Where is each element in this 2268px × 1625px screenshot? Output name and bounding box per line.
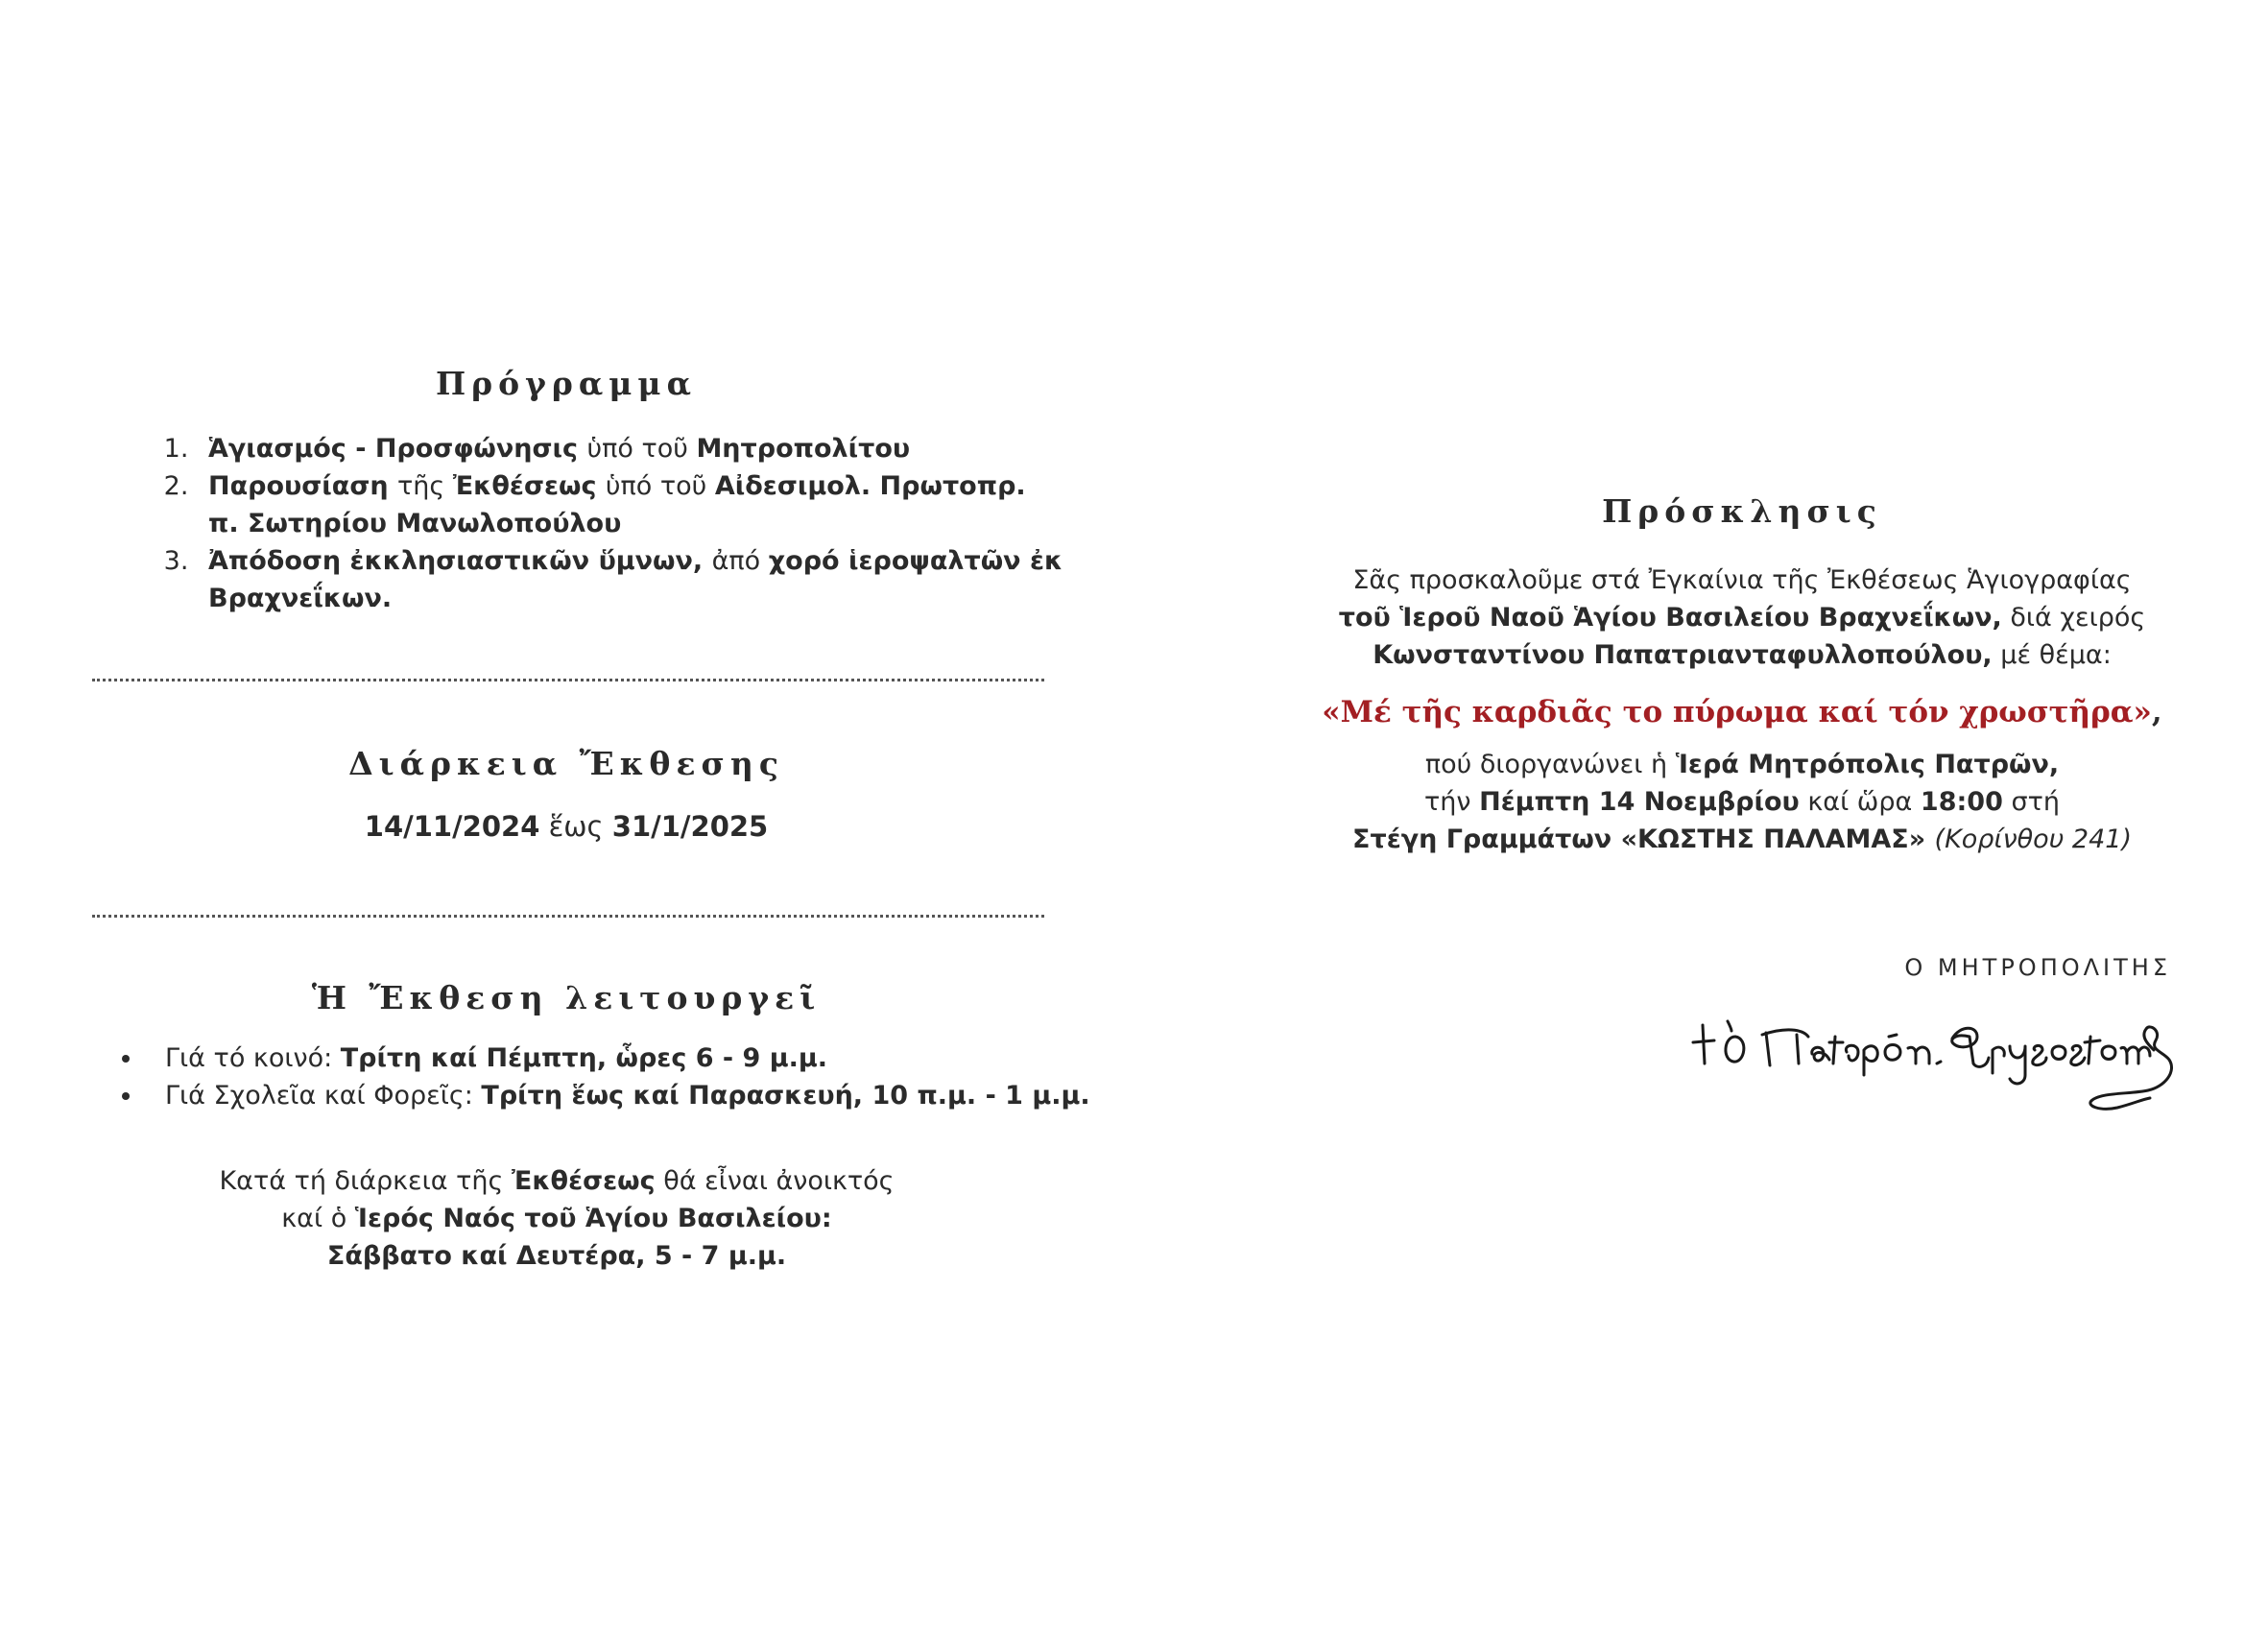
hours-list [86, 1040, 1104, 1114]
duration-dates: 14/11/2024 ἕως 31/1/2025 [364, 810, 769, 843]
hours-item-schools: • Γιά Σχολεῖα καί Φορεῖς: Τρίτη ἕως καί Παρασκευή, 10 π.μ. - 1 μ.μ. [144, 1077, 1104, 1114]
invitation-theme: «Μέ τῆς καρδιᾶς το πύρωμα καί τόν χρωστῆρα», [1322, 695, 2162, 729]
invitation-details: πού διοργανώνει ἡ Ἱερά Μητρόπολις Πατρῶν, τήν Πέμπτη 14 Νοεμβρίου καί ὥρα 18:00 στή Στέγη Γραμμάτων «ΚΩΣΤΗΣ ΠΑΛΑΜΑΣ» (Κορίνθου 241) [1352, 750, 2132, 854]
duration-title: Διάρκεια Ἔκθεσης [348, 745, 784, 782]
divider-1 [92, 679, 1044, 681]
signature [1689, 1008, 2188, 1133]
signatory-title: Ο ΜΗΤΡΟΠΟΛΙΤΗΣ [1904, 954, 2171, 981]
programme-item-1: 1. Ἁγιασμός - Προσφώνησις ὑπό τοῦ Μητροπολίτου [197, 430, 1157, 467]
invitation-title: Πρόσκλησις [1602, 492, 1882, 530]
programme-item-3: 3. Ἀπόδοση ἐκκλησιαστικῶν ὕμνων, ἀπό χορό ἱεροψαλτῶν ἐκ Βραχνεΐκων. [197, 542, 1157, 617]
signature-image [1689, 1008, 2188, 1133]
programme-item-2: 2. Παρουσίαση τῆς Ἐκθέσεως ὑπό τοῦ Αἰδεσιμολ. Πρωτοπρ. π. Σωτηρίου Μανωλοπούλου [197, 467, 1157, 542]
hours-item-public: • Γιά τό κοινό: Τρίτη καί Πέμπτη, ὧρες 6 - 9 μ.μ. [144, 1040, 1104, 1077]
programme-title: Πρόγραμμα [436, 365, 697, 402]
programme-list [86, 430, 1157, 617]
hours-title: Ἡ Ἔκθεση λειτουργεῖ [311, 979, 822, 1016]
hours-note: Κατά τή διάρκεια τῆς Ἐκθέσεως θά εἶναι ἀνοικτός καί ὁ Ἱερός Ναός τοῦ Ἁγίου Βασιλείου: Σάββατο καί Δευτέρα, 5 - 7 μ.μ. [219, 1166, 895, 1271]
divider-2 [92, 915, 1044, 918]
invitation-body: Σᾶς προσκαλοῦμε στά Ἐγκαίνια τῆς Ἐκθέσεως Ἁγιογραφίας τοῦ Ἱεροῦ Ναοῦ Ἁγίου Βασιλείου Βραχνεΐκων, διά χειρός Κωνσταντίνου Παπατριανταφυλλοπούλου, μέ θέμα: [1338, 565, 2146, 670]
